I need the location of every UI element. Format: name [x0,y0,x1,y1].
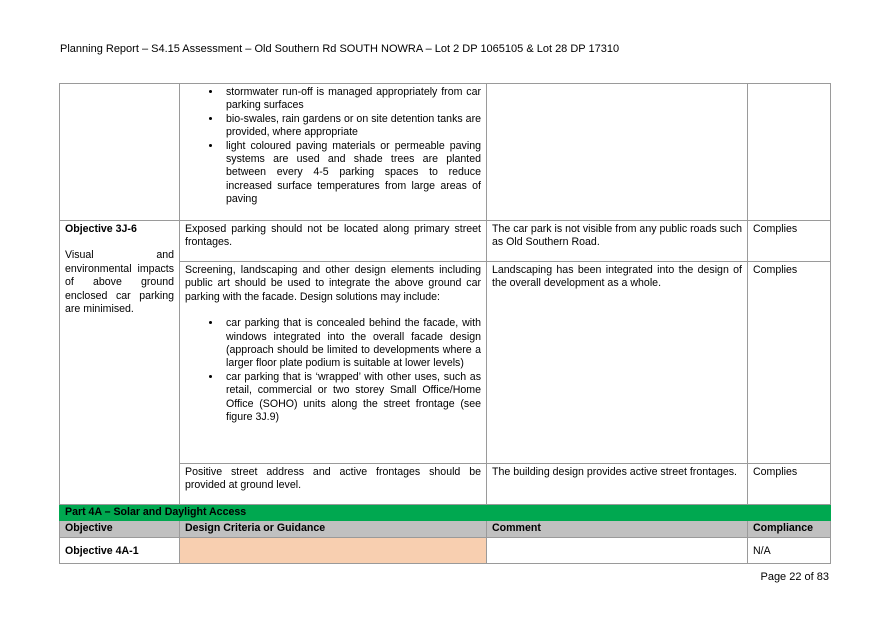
table-row [60,537,831,563]
page-number: Page 22 of 83 [760,571,829,583]
compliance-cell: Complies [748,221,831,262]
page-header: Planning Report – S4.15 Assessment – Old Southern Rd SOUTH NOWRA – Lot 2 DP 1065105 & Lot 28 DP 17310 [60,43,620,55]
criteria-cell [180,262,487,464]
bullet-list [185,86,481,207]
comment-cell [487,84,748,221]
objective-cell [60,84,180,221]
section-header-row [60,505,831,521]
list-item: • car parking that is ‘wrapped’ with other uses, such as retail, commercial or two storey Small Office/Home Office (SOHO) units along the street frontage (see figure 3J.9) [222,371,481,425]
compliance-cell: Complies [748,262,831,464]
bullet-list [185,317,481,424]
list-item: • stormwater run-off is managed appropriately from car parking surfaces [222,86,481,113]
column-header: Compliance [748,521,831,537]
table-row [60,84,831,221]
objective-cell [60,221,180,505]
objective-text: Visual and environmental impacts of above ground enclosed car parking are minimised. [65,249,174,316]
criteria-cell: Exposed parking should not be located along primary street frontages. [180,221,487,262]
compliance-cell: N/A [748,537,831,563]
list-item: • car parking that is concealed behind the facade, with windows integrated into the overall facade design (approach should be limited to developments where a larger floor plate podium is suitable at lower levels) [222,317,481,371]
list-item: • light coloured paving materials or permeable paving systems are used and shade trees are planted between every 4-5 parking spaces to reduce increased surface temperatures from large areas of paving [222,140,481,207]
criteria-cell: Positive street address and active frontages should be provided at ground level. [180,464,487,505]
criteria-cell [180,84,487,221]
column-header-row [60,521,831,537]
comment-cell [487,537,748,563]
criteria-cell [180,537,487,563]
assessment-table [59,83,831,564]
table-row [60,221,831,262]
objective-cell: Objective 4A-1 [60,537,180,563]
compliance-cell: Complies [748,464,831,505]
comment-cell: The car park is not visible from any public roads such as Old Southern Road. [487,221,748,262]
objective-title: Objective 3J-6 [65,223,137,235]
comment-cell: The building design provides active street frontages. [487,464,748,505]
column-header: Comment [487,521,748,537]
criteria-text: Screening, landscaping and other design elements including public art should be used to integrate the above ground car parking with the facade. Design solutions may include: [185,264,481,303]
list-item: • bio-swales, rain gardens or on site detention tanks are provided, where appropriate [222,113,481,140]
column-header: Objective [60,521,180,537]
section-title: Part 4A – Solar and Daylight Access [60,505,831,521]
comment-cell: Landscaping has been integrated into the design of the overall development as a whole. [487,262,748,464]
column-header: Design Criteria or Guidance [180,521,487,537]
compliance-cell [748,84,831,221]
